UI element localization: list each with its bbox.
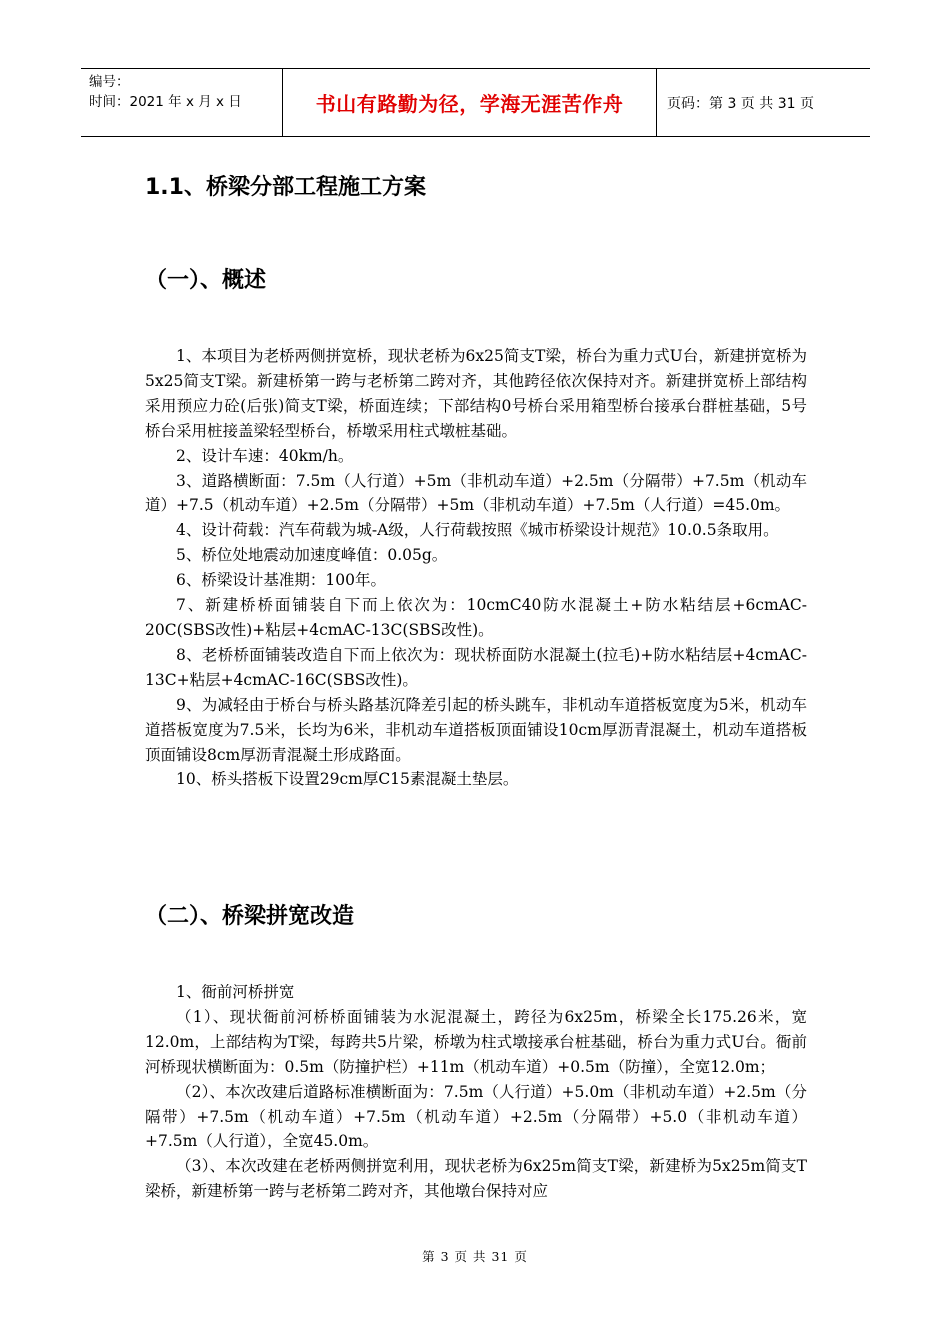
document-date-label: 时间：2021 年 x 月 x 日 [89,94,242,110]
document-number-label: 编号： [89,74,130,90]
paragraph: （2）、本次改建后道路标准横断面为：7.5m（人行道）+5.0m（非机动车道）+2.5m（分隔带）+7.5m（机动车道）+7.5m（机动车道）+2.5m（分隔带）+5.0（非机动车道）+7.5m（人行道），全宽45.0m。 [145,1082,807,1151]
paragraph: 1、衙前河桥拼宽 [176,983,295,1001]
section-heading-widening: （二）、桥梁拼宽改造 [145,904,355,929]
header-meta [81,69,283,136]
section-body-widening [145,980,807,1204]
document-title: 1.1、桥梁分部工程施工方案 [145,175,426,200]
paragraph: （1）、现状衙前河桥桥面铺装为水泥混凝土，跨径为6x25m，桥梁全长175.26米，宽12.0m，上部结构为T梁，每跨共5片梁，桥墩为柱式墩接承台桩基础，桥台为重力式U台。衙前河桥现状横断面为：0.5m（防撞护栏）+11m（机动车道）+0.5m（防撞），全宽12.0m； [145,1007,807,1076]
paragraph: 9、为减轻由于桥台与桥头路基沉降差引起的桥头跳车，非机动车道搭板宽度为5米，机动车道搭板宽度为7.5米，长均为6米，非机动车道搭板顶面铺设10cm厚沥青混凝土，机动车道搭板顶面铺设8cm厚沥青混凝土形成路面。 [145,695,807,764]
paragraph: 2、设计车速：40km/h。 [176,446,354,465]
paragraph: 8、老桥桥面铺装改造自下而上依次为：现状桥面防水混凝土(拉毛)+防水粘结层+4cmAC-13C+粘层+4cmAC-16C(SBS改性)。 [145,645,807,689]
paragraph: 6、桥梁设计基准期：100年。 [176,571,386,590]
section-heading-overview: （一）、概述 [145,268,267,293]
paragraph: 4、设计荷载：汽车荷载为城-A级，人行荷载按照《城市桥梁设计规范》10.0.5条取用。 [176,521,779,540]
page-header [81,68,870,137]
paragraph: 7、新建桥桥面铺装自下而上依次为：10cmC40防水混凝土+防水粘结层+6cmAC-20C(SBS改性)+粘层+4cmAC-13C(SBS改性)。 [145,596,807,639]
paragraph: 3、道路横断面：7.5m（人行道）+5m（非机动车道）+2.5m（分隔带）+7.5m（机动车道）+7.5（机动车道）+2.5m（分隔带）+5m（非机动车道）+7.5m（人行道）=45.0m。 [145,471,807,515]
header-page-info: 页码：第 3 页 共 31 页 [667,95,814,112]
paragraph: 1、本项目为老桥两侧拼宽桥，现状老桥为6x25简支T梁，桥台为重力式U台，新建拼宽桥为5x25简支T梁。新建桥第一跨与老桥第二跨对齐，其他跨径依次保持对齐。新建拼宽桥上部结构采用预应力砼(后张)简支T梁，桥面连续；下部结构0号桥台采用箱型桥台接承台群桩基础，5号桥台采用桩接盖梁轻型桥台，桥墩采用柱式墩桩基础。 [145,347,807,440]
paragraph: 10、桥头搭板下设置29cm厚C15素混凝土垫层。 [176,770,519,789]
header-motto: 书山有路勤为径，学海无涯苦作舟 [283,69,657,136]
section-body-overview [145,344,807,792]
paragraph: 5、桥位处地震动加速度峰值：0.05g。 [176,546,448,565]
paragraph: （3）、本次改建在老桥两侧拼宽利用，现状老桥为6x25m简支T梁，新建桥为5x25m简支T梁桥，新建桥第一跨与老桥第二跨对齐，其他墩台保持对应 [145,1157,807,1201]
page-footer: 第 3 页 共 31 页 [422,1249,528,1264]
